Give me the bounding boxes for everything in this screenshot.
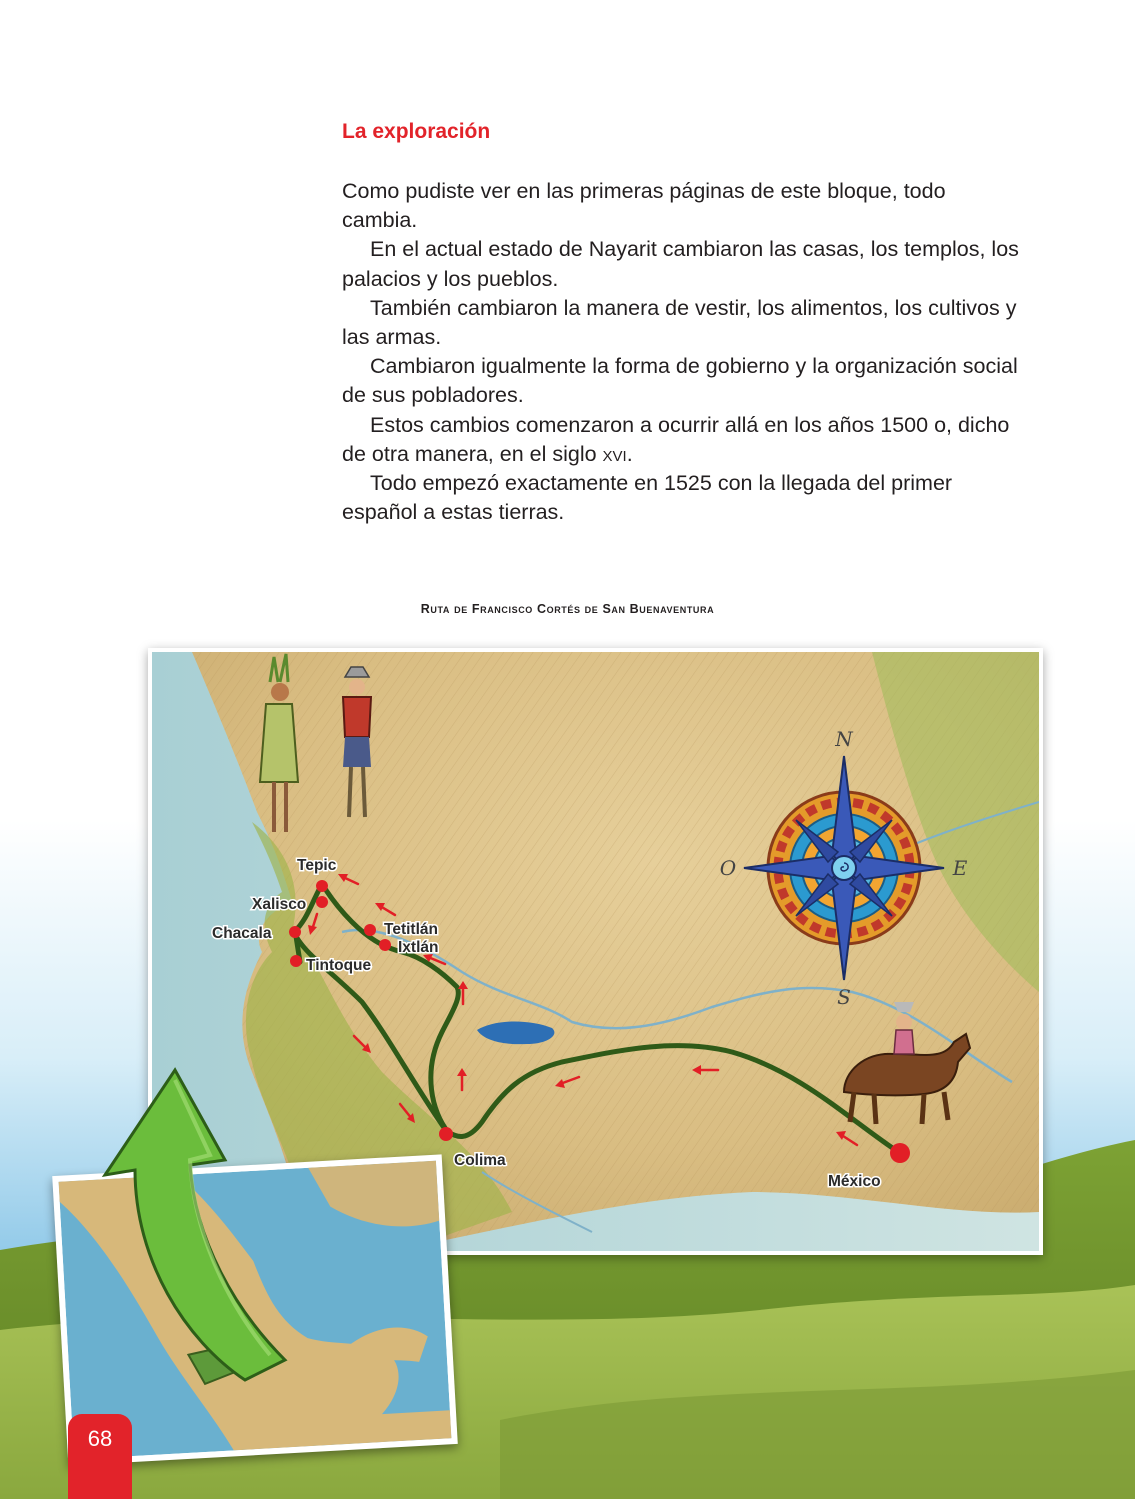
compass-north-label: N [835, 727, 853, 751]
paragraph-5-period: . [626, 441, 633, 466]
place-label-tepic: Tepic [297, 857, 337, 874]
map-caption-text: Ruta de Francisco Cortés de San Buenaventura [420, 602, 715, 616]
paragraph-2: En el actual estado de Nayarit cambiaron las casas, los templos, los palacios y los pueblos. [342, 237, 1019, 291]
place-label-xalisco: Xalisco [252, 896, 307, 913]
page-number-tab [68, 1414, 132, 1499]
paragraph-1: Como pudiste ver en las primeras páginas de este bloque, todo cambia. [342, 179, 946, 233]
compass-east-label: E [952, 856, 968, 880]
place-marker-tintoque [290, 955, 302, 967]
green-pointer-arrow [95, 1060, 335, 1390]
place-marker-tepic [316, 880, 328, 892]
place-label-mexico: México [828, 1173, 881, 1190]
paragraph-6: Todo empezó exactamente en 1525 con la llegada del primer español a estas tierras. [342, 471, 953, 525]
place-marker-xalisco [316, 896, 328, 908]
map-caption [0, 602, 1135, 616]
place-label-ixtlan: Ixtlán [398, 939, 439, 956]
paragraph-5 [342, 411, 1022, 469]
place-label-tintoque: Tintoque [306, 957, 372, 974]
place-label-colima: Colima [454, 1152, 506, 1169]
compass-west-label: O [719, 856, 737, 880]
place-marker-tetitlan [364, 924, 376, 936]
place-marker-chacala [289, 926, 301, 938]
place-marker-colima [439, 1127, 453, 1141]
place-label-chacala: Chacala [212, 925, 272, 942]
century-roman-numeral: xvi [602, 441, 627, 466]
paragraph-5-text: Estos cambios comenzaron a ocurrir allá en los años 1500 o, dicho de otra manera, en el siglo [342, 412, 1010, 466]
section-title: La exploración [342, 120, 491, 143]
paragraph-4: Cambiaron igualmente la forma de gobierno y la organización social de sus pobladores. [342, 354, 1018, 408]
page-number: 68 [87, 1426, 113, 1451]
compass-south-label: S [837, 985, 851, 1009]
body-text [342, 177, 1022, 527]
paragraph-3: También cambiaron la manera de vestir, los alimentos, los cultivos y las armas. [342, 295, 1017, 350]
place-label-tetitlan: Tetitlán [384, 921, 438, 938]
place-marker-mexico [890, 1143, 910, 1163]
place-marker-ixtlan [379, 939, 391, 951]
